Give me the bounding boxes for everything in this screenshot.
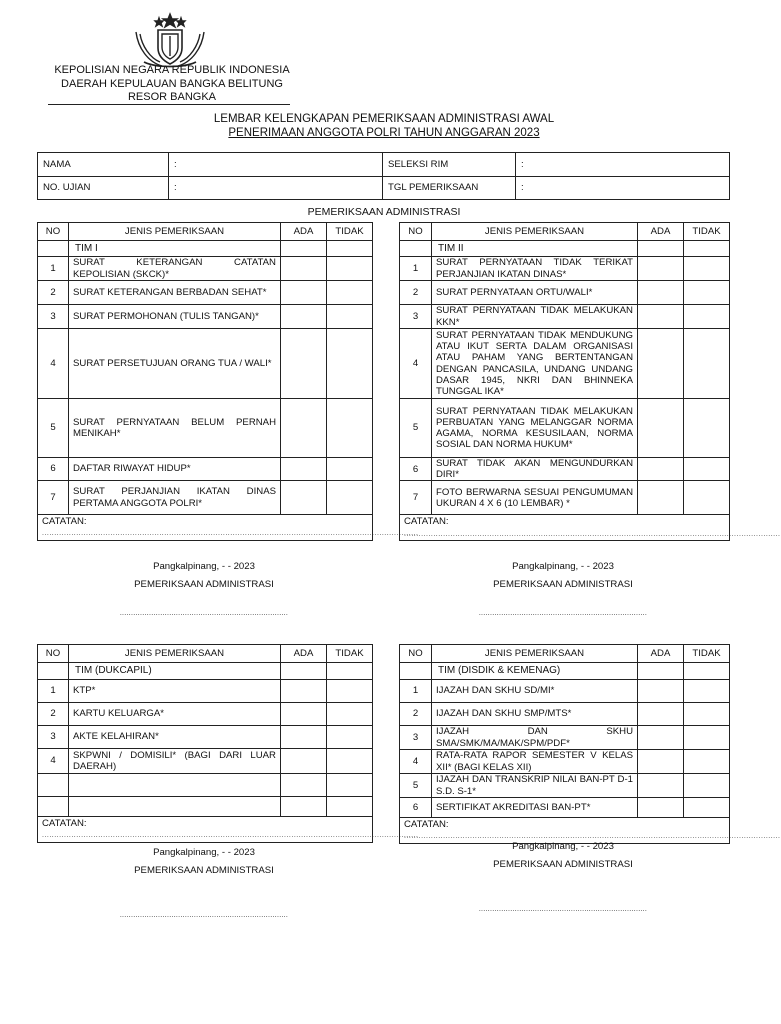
signature-line[interactable]: ........................................................................... (119, 912, 289, 919)
team-label: TIM (DISDIK & KEMENAG) (432, 663, 638, 680)
institution-line-1: KEPOLISIAN NEGARA REPUBLIK INDONESIA (54, 64, 290, 76)
table-row (400, 481, 730, 515)
signature-role: PEMERIKSAAN ADMINISTRASI (134, 579, 274, 590)
tidak-checkbox[interactable] (684, 703, 730, 726)
ada-checkbox[interactable] (281, 257, 327, 281)
tidak-checkbox[interactable] (327, 305, 373, 329)
team-label: TIM (DUKCAPIL) (69, 663, 281, 680)
ada-checkbox[interactable] (638, 703, 684, 726)
table-row (38, 399, 373, 458)
table-row (38, 305, 373, 329)
ada-checkbox[interactable] (281, 481, 327, 515)
document-name: SURAT PERNYATAAN TIDAK MENDUKUNG ATAU IKUT SERTA DALAM ORGANISASI ATAU PAHAM YANG BERTENTANGAN DENGAN PANCASILA, UNDANG UNDANG DASAR 1945, NKRI DAN BHINNEKA TUNGGAL IKA* (432, 329, 638, 399)
document-name: SURAT KETERANGAN BERBADAN SEHAT* (69, 281, 281, 305)
signature-role: PEMERIKSAAN ADMINISTRASI (493, 859, 633, 870)
notes-field[interactable] (400, 515, 781, 541)
notes-field[interactable] (400, 818, 781, 844)
table-row (38, 329, 373, 399)
tidak-checkbox[interactable] (684, 680, 730, 703)
tidak-checkbox[interactable] (684, 458, 730, 481)
tidak-checkbox[interactable] (684, 774, 730, 798)
table-row (38, 458, 373, 481)
team-label: TIM I (69, 241, 281, 257)
row-number: 2 (38, 703, 69, 726)
column-header-type: JENIS PEMERIKSAAN (432, 223, 638, 241)
document-name: SURAT PERSETUJUAN ORANG TUA / WALI* (69, 329, 281, 399)
ada-checkbox[interactable] (281, 797, 327, 817)
ada-checkbox[interactable] (281, 703, 327, 726)
table-row (38, 774, 373, 797)
tidak-checkbox[interactable] (327, 703, 373, 726)
row-number: 6 (400, 458, 432, 481)
tidak-checkbox[interactable] (684, 281, 730, 305)
signature-place-date: Pangkalpinang, - - 2023 (512, 841, 614, 852)
tidak-checkbox[interactable] (327, 257, 373, 281)
ada-checkbox[interactable] (638, 329, 684, 399)
column-header-tidak: TIDAK (684, 223, 730, 241)
ada-checkbox[interactable] (638, 481, 684, 515)
tidak-checkbox[interactable] (684, 481, 730, 515)
row-number (38, 774, 69, 797)
ada-checkbox[interactable] (281, 749, 327, 774)
table-row (38, 703, 373, 726)
row-number: 3 (400, 305, 432, 329)
document-name: KARTU KELUARGA* (69, 703, 281, 726)
document-name: IJAZAH DAN SKHU SD/MI* (432, 680, 638, 703)
notes-label: CATATAN: (42, 818, 87, 829)
ada-checkbox[interactable] (638, 680, 684, 703)
exam-number-label: NO. UJIAN (38, 176, 169, 200)
ada-checkbox[interactable] (281, 726, 327, 749)
ada-checkbox[interactable] (638, 798, 684, 818)
signature-block-left (84, 561, 324, 617)
tidak-checkbox[interactable] (327, 329, 373, 399)
tidak-checkbox[interactable] (684, 399, 730, 458)
column-header-no: NO (400, 223, 432, 241)
table-row (400, 305, 730, 329)
row-number: 3 (38, 305, 69, 329)
notes-dotted-line: .......................................................................................................................................................... (404, 833, 781, 841)
ada-checkbox[interactable] (638, 750, 684, 774)
table-row (38, 726, 373, 749)
table-row (400, 680, 730, 703)
column-header-no: NO (38, 645, 69, 663)
signature-role: PEMERIKSAAN ADMINISTRASI (134, 865, 274, 876)
row-number: 2 (400, 281, 432, 305)
row-number: 7 (38, 481, 69, 515)
table-row (400, 774, 730, 798)
exam-date-label: TGL PEMERIKSAAN (383, 176, 516, 200)
table-row (400, 257, 730, 281)
document-name: RATA-RATA RAPOR SEMESTER V KELAS XII* (BAGI KELAS XII) (432, 750, 638, 774)
document-name: SURAT PERNYATAAN TIDAK MELAKUKAN PERBUATAN YANG MELANGGAR NORMA AGAMA, NORMA KESUSILAAN, NORMA SOSIAL DAN NORMA HUKUM* (432, 399, 638, 458)
ada-checkbox[interactable] (638, 726, 684, 750)
table-row (38, 257, 373, 281)
ada-checkbox[interactable] (281, 305, 327, 329)
row-number: 1 (38, 257, 69, 281)
tidak-checkbox[interactable] (327, 774, 373, 797)
column-header-ada: ADA (638, 645, 684, 663)
ada-checkbox[interactable] (638, 257, 684, 281)
document-name: KTP* (69, 680, 281, 703)
notes-label: CATATAN: (404, 516, 449, 528)
row-number: 5 (400, 774, 432, 798)
tidak-checkbox[interactable] (684, 329, 730, 399)
document-name (69, 774, 281, 797)
ada-checkbox[interactable] (281, 281, 327, 305)
row-number: 4 (400, 329, 432, 399)
tidak-checkbox[interactable] (327, 458, 373, 481)
signature-line[interactable]: ........................................................................... (119, 610, 289, 617)
row-number: 5 (400, 399, 432, 458)
column-header-tidak: TIDAK (684, 645, 730, 663)
column-header-type: JENIS PEMERIKSAAN (432, 645, 638, 663)
institution-header (40, 64, 304, 105)
ada-checkbox[interactable] (281, 680, 327, 703)
row-number: 1 (400, 680, 432, 703)
ada-checkbox[interactable] (638, 399, 684, 458)
document-name (69, 797, 281, 817)
row-number: 4 (38, 749, 69, 774)
signature-block-right (443, 841, 683, 913)
name-field[interactable]: : (169, 153, 383, 177)
document-name: SURAT PERNYATAAN TIDAK TERIKAT PERJANJIAN IKATAN DINAS* (432, 257, 638, 281)
document-name: SURAT PERNYATAAN BELUM PERNAH MENIKAH* (69, 399, 281, 458)
table-row (400, 399, 730, 458)
candidate-identity-table (37, 152, 730, 200)
police-emblem-icon (132, 12, 208, 68)
ada-checkbox[interactable] (281, 399, 327, 458)
signature-line[interactable]: ........................................................................... (478, 610, 648, 617)
table-row (400, 703, 730, 726)
ada-checkbox[interactable] (638, 458, 684, 481)
tidak-checkbox[interactable] (327, 481, 373, 515)
ada-checkbox[interactable] (281, 329, 327, 399)
column-header-no: NO (400, 645, 432, 663)
document-name: FOTO BERWARNA SESUAI PENGUMUMAN UKURAN 4 X 6 (10 LEMBAR) * (432, 481, 638, 515)
document-name: SURAT KETERANGAN CATATAN KEPOLISIAN (SKCK)* (69, 257, 281, 281)
tidak-checkbox[interactable] (327, 281, 373, 305)
tidak-checkbox[interactable] (327, 680, 373, 703)
institution-line-2: DAERAH KEPULAUAN BANGKA BELITUNG (61, 77, 283, 90)
tidak-checkbox[interactable] (327, 399, 373, 458)
signature-block-right (443, 561, 683, 617)
table-row (400, 281, 730, 305)
checklist-tim-1 (37, 222, 419, 541)
notes-label: CATATAN: (42, 516, 87, 527)
form-title: LEMBAR KELENGKAPAN PEMERIKSAAN ADMINISTRASI AWAL (213, 113, 555, 125)
column-header-type: JENIS PEMERIKSAAN (69, 645, 281, 663)
form-subtitle: PENERIMAAN ANGGOTA POLRI TAHUN ANGGARAN 2023 (228, 127, 540, 139)
institution-line-3: RESOR BANGKA (127, 91, 217, 103)
ada-checkbox[interactable] (638, 305, 684, 329)
column-header-tidak: TIDAK (327, 223, 373, 241)
table-row (400, 458, 730, 481)
table-row (38, 749, 373, 774)
table-row (38, 797, 373, 817)
signature-block-left (84, 847, 324, 919)
row-number: 1 (400, 257, 432, 281)
document-name: IJAZAH DAN TRANSKRIP NILAI BAN-PT D-1 S.D. S-1* (432, 774, 638, 798)
team-label: TIM II (432, 241, 638, 257)
notes-dotted-line: .......................................................................................................................................................... (42, 530, 419, 538)
tidak-checkbox[interactable] (327, 797, 373, 817)
notes-dotted-line: .......................................................................................................................................................... (404, 530, 781, 538)
table-row (400, 329, 730, 399)
table-row (400, 726, 730, 750)
tidak-checkbox[interactable] (684, 798, 730, 818)
header-divider (48, 104, 290, 105)
notes-label: CATATAN: (404, 819, 449, 830)
table-row (38, 680, 373, 703)
column-header-ada: ADA (638, 223, 684, 241)
name-label: NAMA (38, 153, 169, 177)
ada-checkbox[interactable] (638, 281, 684, 305)
checklist-tim-disdik-kemenag (399, 644, 781, 844)
row-number (38, 797, 69, 817)
document-name: IJAZAH DAN SKHU SMP/MTS* (432, 703, 638, 726)
table-row (38, 481, 373, 515)
signature-role: PEMERIKSAAN ADMINISTRASI (493, 579, 633, 590)
column-header-ada: ADA (281, 223, 327, 241)
document-name: SURAT PERNYATAAN TIDAK MELAKUKAN KKN* (432, 305, 638, 329)
row-number: 6 (38, 458, 69, 481)
signature-place-date: Pangkalpinang, - - 2023 (512, 561, 614, 572)
exam-date-field[interactable]: : (516, 176, 730, 200)
row-number: 4 (400, 750, 432, 774)
tidak-checkbox[interactable] (684, 750, 730, 774)
row-number: 7 (400, 481, 432, 515)
column-header-tidak: TIDAK (327, 645, 373, 663)
ada-checkbox[interactable] (281, 458, 327, 481)
column-header-no: NO (38, 223, 69, 241)
table-row (38, 281, 373, 305)
row-number: 3 (400, 726, 432, 750)
document-name: SURAT TIDAK AKAN MENGUNDURKAN DIRI* (432, 458, 638, 481)
tidak-checkbox[interactable] (327, 749, 373, 774)
checklist-tim-dukcapil (37, 644, 419, 843)
signature-place-date: Pangkalpinang, - - 2023 (153, 847, 255, 858)
row-number: 1 (38, 680, 69, 703)
document-name: SURAT PERJANJIAN IKATAN DINAS PERTAMA ANGGOTA POLRI* (69, 481, 281, 515)
tidak-checkbox[interactable] (327, 726, 373, 749)
row-number: 6 (400, 798, 432, 818)
document-name: SURAT PERMOHONAN (TULIS TANGAN)* (69, 305, 281, 329)
exam-number-field[interactable]: : (169, 176, 383, 200)
table-row (400, 798, 730, 818)
document-name: SERTIFIKAT AKREDITASI BAN-PT* (432, 798, 638, 818)
document-name: IJAZAH DAN SKHU SMA/SMK/MA/MAK/SPM/PDF* (432, 726, 638, 750)
row-number: 2 (400, 703, 432, 726)
column-header-type: JENIS PEMERIKSAAN (69, 223, 281, 241)
row-number: 2 (38, 281, 69, 305)
notes-dotted-line: .......................................................................................................................................................... (42, 832, 419, 840)
notes-field[interactable] (38, 515, 419, 541)
ada-checkbox[interactable] (638, 774, 684, 798)
signature-line[interactable]: ........................................................................... (478, 906, 648, 913)
tidak-checkbox[interactable] (684, 257, 730, 281)
tidak-checkbox[interactable] (684, 305, 730, 329)
document-name: SKPWNI / DOMISILI* (BAGI DARI LUAR DAERAH) (69, 749, 281, 774)
document-name: SURAT PERNYATAAN ORTU/WALI* (432, 281, 638, 305)
document-name: AKTE KELAHIRAN* (69, 726, 281, 749)
row-number: 3 (38, 726, 69, 749)
signature-place-date: Pangkalpinang, - - 2023 (153, 561, 255, 572)
document-name: DAFTAR RIWAYAT HIDUP* (69, 458, 281, 481)
row-number: 4 (38, 329, 69, 399)
notes-field[interactable] (38, 817, 419, 843)
table-row (400, 750, 730, 774)
checklist-tim-2 (399, 222, 781, 541)
section-title: PEMERIKSAAN ADMINISTRASI (307, 206, 461, 218)
ada-checkbox[interactable] (281, 774, 327, 797)
column-header-ada: ADA (281, 645, 327, 663)
selection-field[interactable]: : (516, 153, 730, 177)
row-number: 5 (38, 399, 69, 458)
selection-label: SELEKSI RIM (383, 153, 516, 177)
tidak-checkbox[interactable] (684, 726, 730, 750)
